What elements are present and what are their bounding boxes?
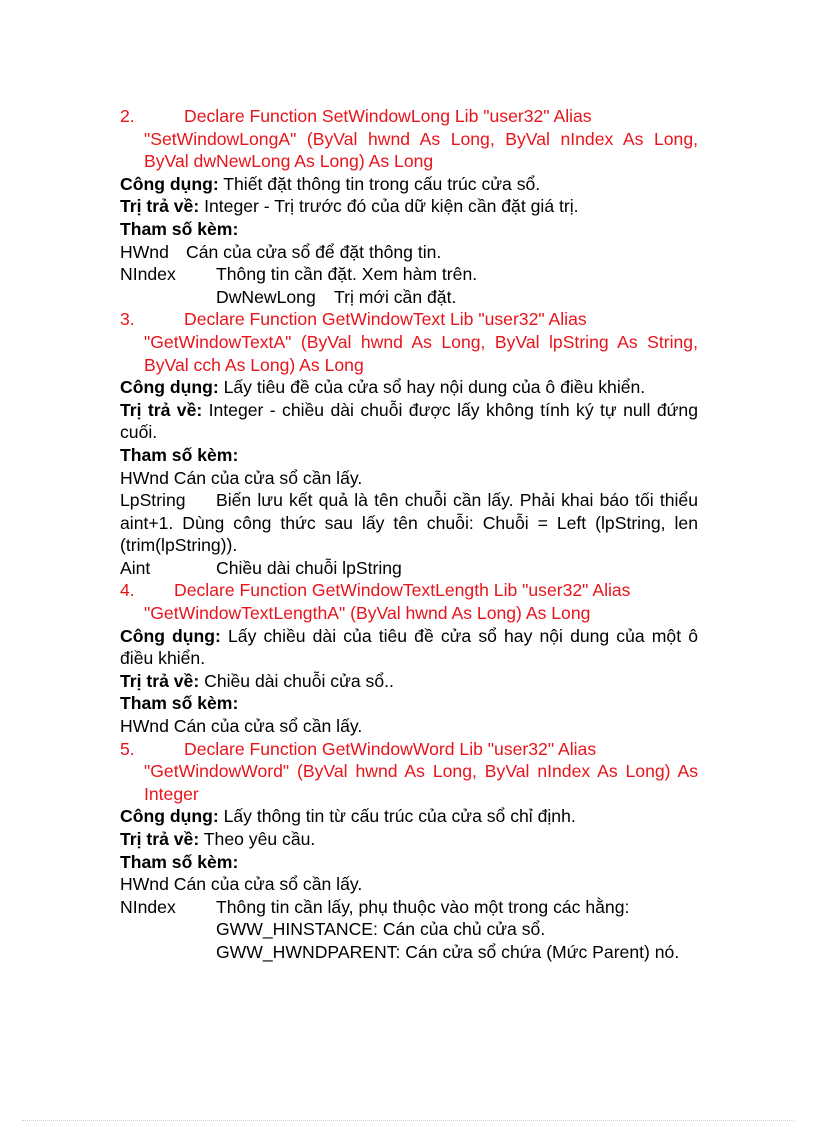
usage-label: Công dụng: [120,625,221,646]
declaration-line: Declare Function SetWindowLong Lib "user32" Alias [184,106,592,126]
return-row [120,828,698,851]
usage-label: Công dụng: [120,173,219,194]
return-row [120,399,698,444]
item-number: 3. [120,309,135,330]
param-row [120,896,698,919]
params-heading: Tham số kèm: [120,218,239,239]
page-footer-divider [22,1120,794,1121]
return-text: Chiều dài chuỗi cửa sổ.. [199,670,394,691]
param-desc: Chiều dài chuỗi lpString [216,557,402,578]
params-heading: Tham số kèm: [120,444,239,465]
declaration-continuation: "GetWindowTextA" (ByVal hwnd As Long, ByVal lpString As String, ByVal cch As Long) As Long [144,331,698,375]
return-label: Trị trả về: [120,196,200,217]
declaration-continuation: "GetWindowTextLengthA" (ByVal hwnd As Long) As Long [144,603,591,624]
param-row [120,263,698,286]
declaration-continuation: "GetWindowWord" (ByVal hwnd As Long, ByVal nIndex As Long) As Integer [144,761,698,804]
item-number: 2. [120,106,135,126]
param-name: HWnd [120,241,169,262]
declaration-line: Declare Function GetWindowWord Lib "user32" Alias [184,738,597,759]
usage-row [120,173,698,196]
param-name: DwNewLong [216,286,316,307]
param-desc: Thông tin cần đặt. Xem hàm trên. [216,264,478,285]
document-page [120,105,698,964]
return-label: Trị trả về: [120,670,200,691]
return-label: Trị trả về: [120,399,203,420]
return-label: Trị trả về: [120,829,200,849]
param-row: HWnd Cán của cửa sổ cần lấy. [120,716,363,737]
item-number: 4. [120,580,135,601]
return-row [120,195,698,218]
function-declaration-2 [120,105,698,173]
usage-text: Thiết đặt thông tin trong cấu trúc cửa sổ. [218,173,541,194]
return-text: Integer - Trị trước đó của dữ kiện cần đặt giá trị. [199,196,579,217]
param-desc: Thông tin cần lấy, phụ thuộc vào một trong các hằng: [216,896,630,917]
param-row [120,241,698,264]
function-declaration-4 [120,579,698,624]
param-name: Aint [120,557,151,578]
return-row [120,670,698,693]
return-text: Integer - chiều dài chuỗi được lấy không tính ký tự null đứng cuối. [120,399,698,443]
usage-text: Lấy chiều dài của tiêu đề cửa sổ hay nội dung của một ô điều khiển. [120,625,699,669]
usage-row [120,625,698,670]
param-row: HWnd Cán của cửa sổ cần lấy. [120,467,363,488]
function-declaration-5 [120,738,698,806]
constant-row: GWW_HINSTANCE: Cán của chủ cửa sổ. [216,919,546,940]
params-heading: Tham số kèm: [120,851,239,872]
function-declaration-3 [120,308,698,376]
param-name: NIndex [120,264,176,285]
usage-row [120,376,698,399]
item-number: 5. [120,738,135,759]
param-desc: Trị mới cần đặt. [334,286,457,307]
usage-label: Công dụng: [120,806,219,827]
usage-row [120,805,698,828]
param-desc: Biến lưu kết quả là tên chuỗi cần lấy. Phải khai báo tối thiểu aint+1. Dùng công thức sau lấy tên chuỗi: Chuỗi = Left (lpString, len (trim(lpString)). [120,490,698,556]
declaration-line: Declare Function GetWindowTextLength Lib "user32" Alias [174,580,631,601]
usage-text: Lấy tiêu đề của cửa sổ hay nội dung của ô điều khiển. [218,377,646,398]
return-text: Theo yêu cầu. [199,829,316,849]
param-row [120,286,698,309]
constant-row: GWW_HWNDPARENT: Cán cửa sổ chứa (Mức Parent) nó. [216,941,680,962]
declaration-continuation: "SetWindowLongA" (ByVal hwnd As Long, ByVal nIndex As Long, ByVal dwNewLong As Long) As Long [144,128,698,172]
param-row [120,489,698,557]
param-name: LpString [120,490,186,511]
usage-label: Công dụng: [120,377,219,398]
usage-text: Lấy thông tin từ cấu trúc của cửa sổ chỉ định. [218,806,576,827]
param-desc: Cán của cửa sổ để đặt thông tin. [186,241,442,262]
param-row: HWnd Cán của cửa sổ cần lấy. [120,874,363,895]
param-name: NIndex [120,896,176,917]
param-row [120,557,698,580]
params-heading: Tham số kèm: [120,693,239,714]
declaration-line: Declare Function GetWindowText Lib "user32" Alias [184,309,587,330]
